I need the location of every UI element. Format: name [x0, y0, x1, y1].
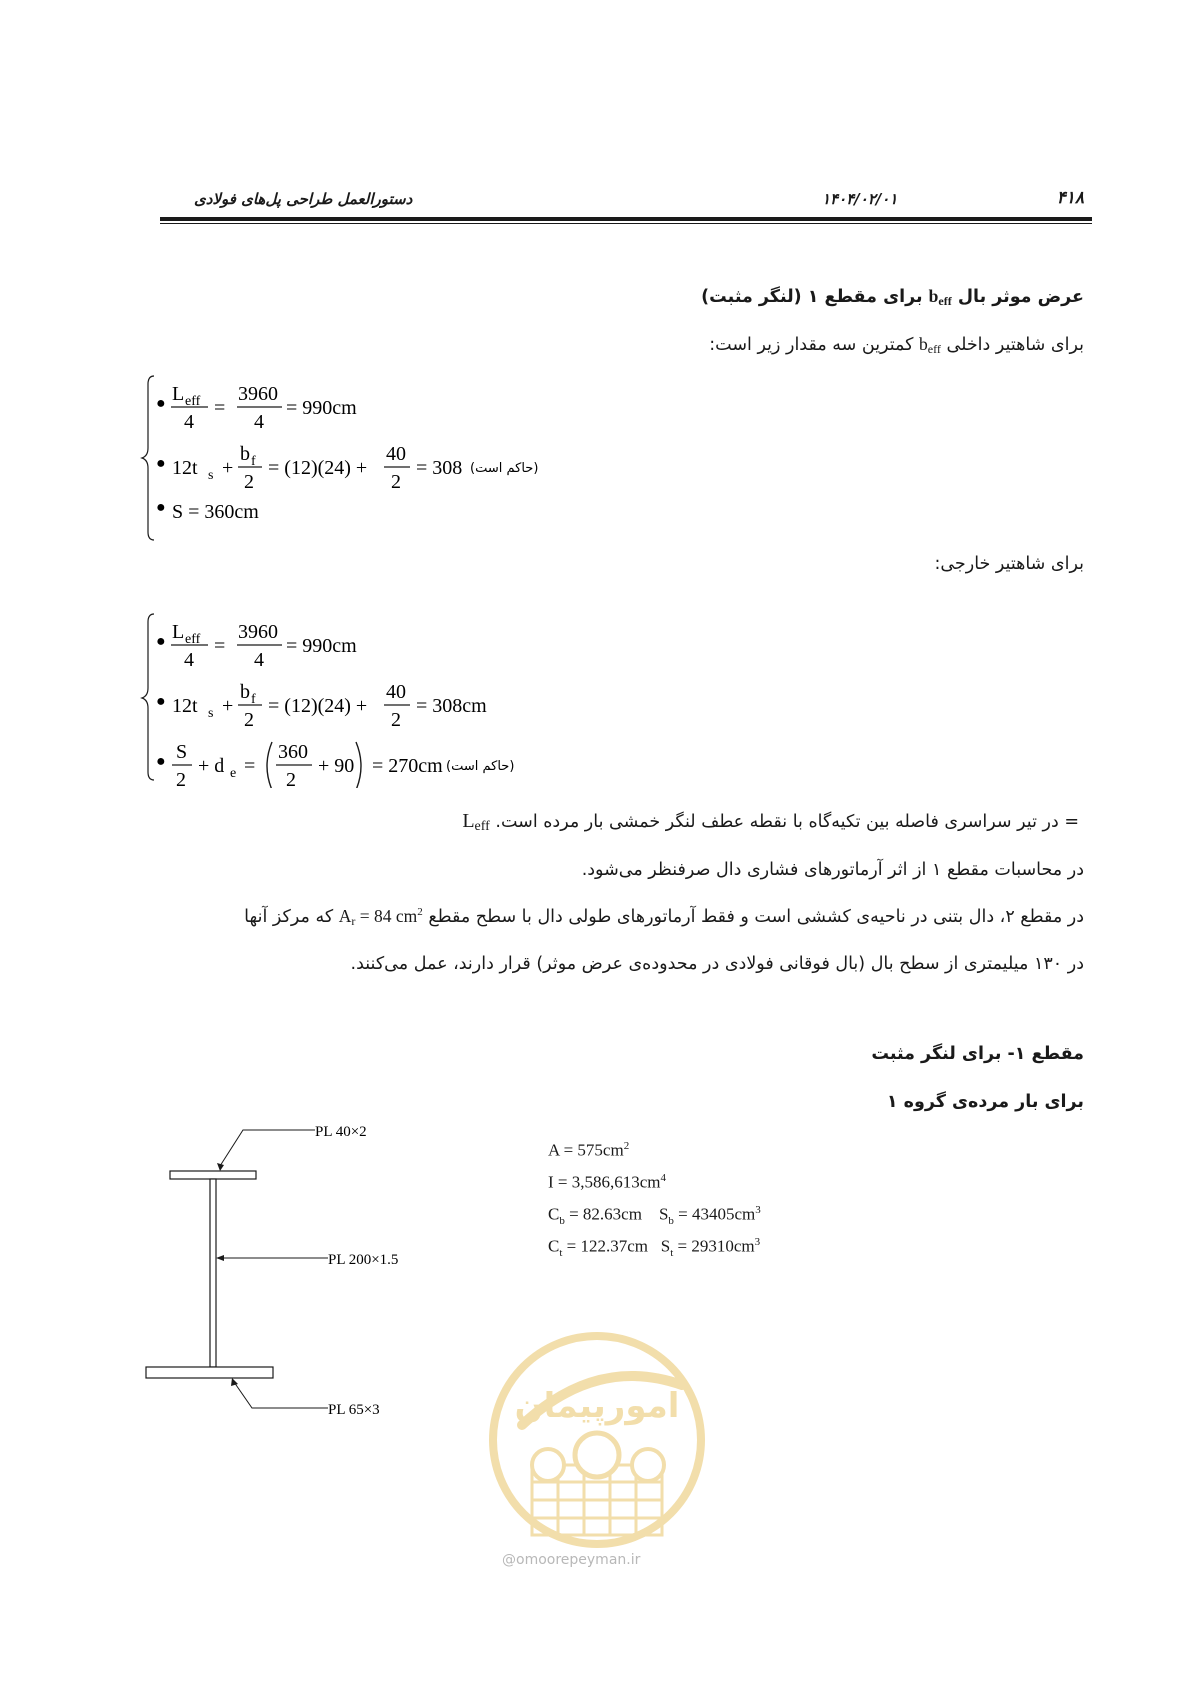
- svg-text:eff: eff: [185, 394, 201, 409]
- svg-text:+ d: + d: [198, 755, 225, 777]
- top-flange: [170, 1171, 256, 1179]
- svg-text:●: ●: [156, 693, 166, 710]
- svg-text:40: 40: [386, 443, 406, 465]
- svg-text:امورپیمان: امورپیمان: [514, 1386, 680, 1426]
- watermark-url: @omoorepeyman.ir: [502, 1552, 641, 1568]
- svg-text:2: 2: [391, 709, 401, 731]
- eq1-num-var: L: [172, 383, 185, 405]
- svg-text:●: ●: [156, 499, 166, 516]
- svg-text:f: f: [251, 454, 256, 469]
- svg-text:4: 4: [184, 411, 194, 433]
- svg-text:2: 2: [391, 471, 401, 493]
- svg-text:= (12)(24) +: = (12)(24) +: [268, 695, 368, 717]
- svg-text:●: ●: [156, 633, 166, 650]
- svg-text:12t: 12t: [172, 695, 198, 717]
- page-number: ۴۱۸: [1056, 188, 1084, 208]
- svg-text:4: 4: [254, 649, 264, 671]
- svg-text:360: 360: [278, 741, 308, 763]
- svg-text:L: L: [172, 621, 185, 643]
- svg-text:2: 2: [244, 471, 254, 493]
- svg-text:=: =: [214, 397, 226, 419]
- svg-text:=: =: [214, 635, 226, 657]
- svg-text:= 270cm: = 270cm: [372, 755, 443, 777]
- svg-text:2: 2: [176, 769, 186, 788]
- header-rule-thin: [160, 223, 1092, 224]
- heading-effective-width: عرض موثر بال $b_{eff}$ برای مقطع ۱ (لنگر مثبت): [701, 286, 1084, 308]
- svg-text:(حاکم است): (حاکم است): [470, 461, 539, 476]
- svg-text:●: ●: [156, 753, 166, 770]
- para-compression: در محاسبات مقطع ۱ از اثر آرماتورهای فشاری دال صرفنظر می‌شود.: [581, 860, 1084, 880]
- svg-text:40: 40: [386, 681, 406, 703]
- svg-text:b: b: [240, 681, 250, 703]
- svg-text:4: 4: [254, 411, 264, 433]
- svg-text:= 990cm: = 990cm: [286, 397, 357, 419]
- svg-text:= 308cm: = 308cm: [416, 695, 487, 717]
- svg-text:+: +: [222, 457, 234, 479]
- svg-text:= 990cm: = 990cm: [286, 635, 357, 657]
- para-section2-line2: در ۱۳۰ میلیمتری از سطح بال (بال فوقانی فولادی در محدوده‌ی عرض موثر) قرار دارند، عمل می‌کنند.: [350, 954, 1084, 974]
- exterior-equations: [140, 608, 600, 788]
- prop-inertia: $I = 3,586,613cm^4$: [548, 1172, 667, 1192]
- svg-text:2: 2: [244, 709, 254, 731]
- svg-text:4: 4: [184, 649, 194, 671]
- svg-text:= (12)(24) +: = (12)(24) +: [268, 457, 368, 479]
- svg-text:e: e: [230, 766, 237, 781]
- svg-text:s: s: [208, 706, 214, 721]
- leff-definition: = در تیر سراسری فاصله بین تکیه‌گاه با نقطه عطف لنگر خمشی بار مرده است. $L_{eff}$: [462, 810, 1079, 834]
- svg-text:b: b: [240, 443, 250, 465]
- i-section-diagram: [130, 1110, 460, 1430]
- prop-area: $A = 575cm^2$: [548, 1140, 630, 1160]
- svg-text:+ 90: + 90: [318, 755, 355, 777]
- svg-text:eff: eff: [185, 632, 201, 647]
- prop-cb-sb: $C_b = 82.63cm$ $S_b = 43405cm^3$: [548, 1204, 761, 1228]
- web-plate-label: PL 200×1.5: [328, 1252, 399, 1268]
- exterior-girder-intro: برای شاهتیر خارجی:: [934, 554, 1084, 574]
- svg-text:= 308: = 308: [416, 457, 463, 479]
- page-header: [160, 186, 1092, 216]
- interior-equations: [140, 370, 600, 550]
- svg-text:3960: 3960: [238, 621, 278, 643]
- svg-text:f: f: [251, 692, 256, 707]
- para-section2-line1: در مقطع ۲، دال بتنی در ناحیه‌ی کششی است و فقط آرماتورهای طولی دال با سطح مقطع $A_r = 84$ $cm^2$ که مرکز آنها: [244, 906, 1084, 928]
- book-title: دستورالعمل طراحی پل‌های فولادی: [194, 190, 413, 208]
- svg-text:+: +: [222, 695, 234, 717]
- svg-text:s: s: [208, 468, 214, 483]
- svg-text:●: ●: [156, 455, 166, 472]
- header-rule-thick: [160, 217, 1092, 221]
- top-plate-label: PL 40×2: [315, 1124, 367, 1140]
- svg-text:12t: 12t: [172, 457, 198, 479]
- section1-heading: مقطع ۱- برای لنگر مثبت: [871, 1044, 1084, 1064]
- bottom-plate-label: PL 65×3: [328, 1402, 380, 1418]
- dead-load-heading: برای بار مرده‌ی گروه ۱: [886, 1092, 1084, 1112]
- interior-girder-intro: برای شاهتیر داخلی $b_{eff}$ کمترین سه مقدار زیر است:: [709, 334, 1084, 356]
- bottom-flange: [146, 1367, 273, 1378]
- section-properties: [548, 1140, 761, 1268]
- svg-text:3960: 3960: [238, 383, 278, 405]
- web: [210, 1179, 216, 1367]
- svg-text:S: S: [176, 741, 188, 763]
- svg-text:(حاکم است): (حاکم است): [446, 759, 515, 774]
- watermark-logo: [482, 1315, 712, 1575]
- svg-text:=: =: [244, 755, 256, 777]
- svg-text:●: ●: [156, 395, 166, 412]
- svg-text:S = 360cm: S = 360cm: [172, 501, 259, 523]
- prop-ct-st: $C_t = 122.37cm$ $S_t = 29310cm^3$: [548, 1236, 761, 1260]
- svg-text:2: 2: [286, 769, 296, 788]
- header-date: ۱۴۰۴/۰۲/۰۱: [822, 190, 898, 208]
